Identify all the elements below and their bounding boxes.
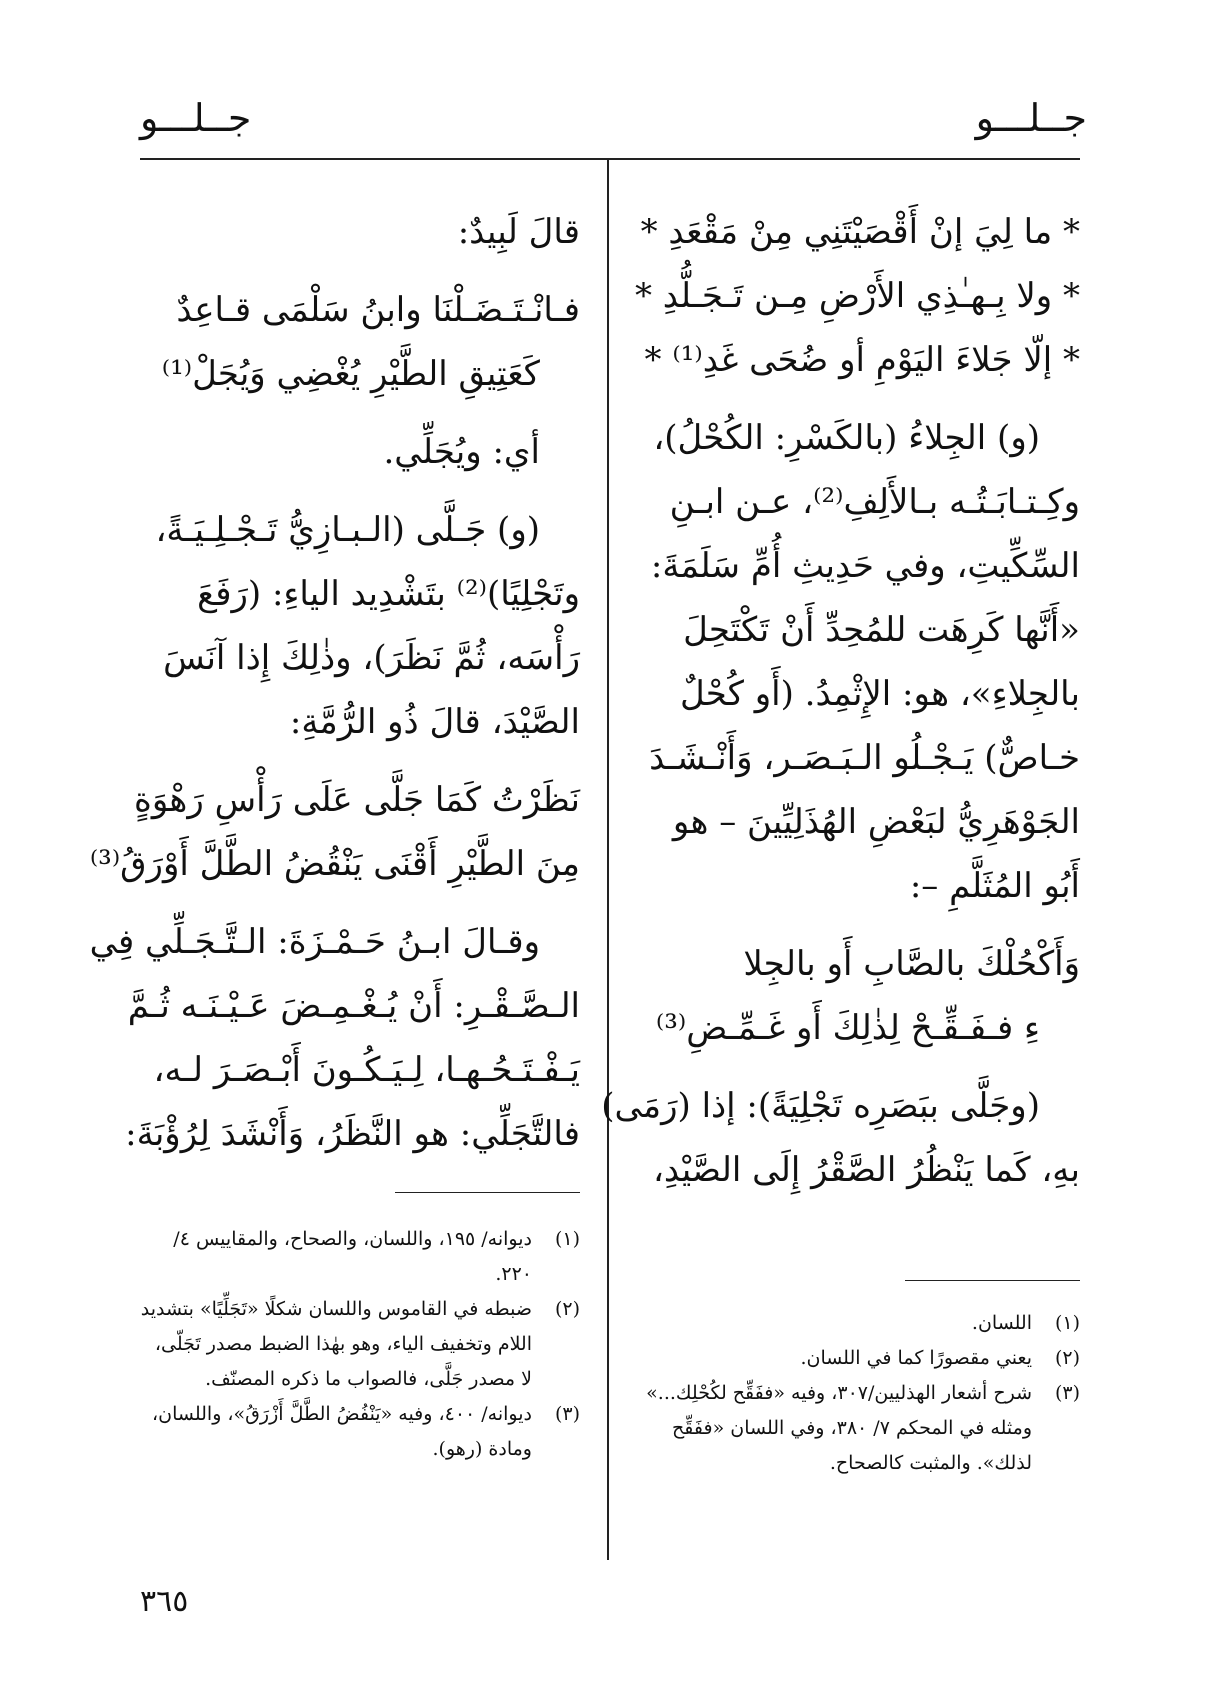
text-line: خـاصٌّ) يَـجْـلُو الـبَـصَـر، وَأَنْـشَـدَ	[649, 738, 1080, 778]
text-line: يَـفْـتَـحُـهـا، لِـيَـكُـونَ أَبْـصَـرَ لـه،	[153, 1050, 580, 1090]
verse-line: * ولا بِـهـٰذِي الأَرْضِ مِـن تَـجَـلُّدِ *	[634, 276, 1080, 316]
footnote-number: (٢)	[554, 1298, 580, 1320]
footnote-number: (٣)	[1054, 1382, 1080, 1404]
footnote-text: ديوانه/ ١٩٥، واللسان، والصحاح، والمقاييس ٤/ ٢٢٠.	[173, 1228, 532, 1285]
text-line: وقـالَ ابـنُ حَـمْـزَةَ: الـتَّـجَـلِّي فِي	[89, 922, 540, 962]
text-line: «أَنَّها كَرِهَت للمُحِدِّ أَنْ تَكْتَحِلَ	[683, 610, 1080, 650]
footnote	[140, 1397, 580, 1467]
right-footnotes	[635, 1306, 1080, 1481]
verse-line: مِنَ الطَّيْرِ أَقْنَى يَنْقُضُ الطَّلَّ أَوْرَقُ⁽³⁾	[89, 844, 580, 884]
footnote-number: (٢)	[1054, 1347, 1080, 1369]
verse-line: فـانْـتَـضَـلْنَا وابنُ سَلْمَى قـاعِدٌ	[176, 290, 580, 330]
footnote	[635, 1376, 1080, 1481]
header-rule	[140, 158, 1080, 160]
verse-line: ءِ فـفَـقِّـحْ لِذٰلِكَ أَو غَـمِّـضِ⁽³⁾	[655, 1008, 1040, 1048]
text-line: الـصَّـقْـرِ: أَنْ يُـغْـمِـضَ عَـيْـنَـه ثُـمَّ	[127, 986, 580, 1026]
text-line: أي: ويُجَلِّي.	[383, 432, 540, 472]
left-footnotes	[140, 1222, 580, 1467]
verse-line: * ما لِيَ إنْ أَقْصَيْتَنِي مِنْ مَقْعَدِ *	[640, 212, 1080, 252]
text-line: الجَوْهَرِيُّ لبَعْضِ الهُذَلِيِّينَ – هو	[672, 802, 1080, 842]
text-line: (وجَلَّى ببَصَرِه تَجْلِيَةً): إذا (رَمَى)	[601, 1086, 1040, 1126]
text-line: أَبُو المُثَلَّمِ –:	[909, 866, 1080, 906]
right-column	[601, 200, 1080, 1202]
text-line: بالجِلاءِ»، هو: الإِثْمِدُ. (أَو كُحْلٌ	[680, 674, 1080, 714]
text-line: السِّكِّيتِ، وفي حَدِيثِ أُمِّ سَلَمَةَ:	[650, 546, 1080, 586]
footnote-text: ديوانه/ ٤٠٠، وفيه «يَنْفُضُ الطَّلَّ أَزْرَقُ»، واللسان، ومادة (رهو).	[152, 1403, 532, 1460]
verse-line: وَأَكْحُلْكَ بالصَّابِ أَو بالجِلا	[743, 944, 1080, 984]
column-divider	[607, 160, 609, 1560]
footnote	[140, 1292, 580, 1397]
text-line: قالَ لَبِيدٌ:	[457, 212, 580, 252]
text-line: (و) جَـلَّى (الـبـازِيُّ تَـجْـلِـيَـةً،	[155, 510, 540, 550]
footnote	[140, 1222, 580, 1292]
verse-line: * إلّا جَلاءَ اليَوْمِ أو ضُحَى غَدِ⁽¹⁾ *	[644, 340, 1080, 380]
page-number: ٣٦٥	[140, 1584, 189, 1619]
text-line: فالتَّجَلِّي: هو النَّظَرُ، وَأَنْشَدَ لِرُؤْبَةَ:	[125, 1114, 580, 1154]
verse-line: نَظَرْتُ كَمَا جَلَّى عَلَى رَأْسِ رَهْوَةٍ	[134, 780, 580, 820]
text-line: رَأْسَه، ثُمَّ نَظَرَ)، وذٰلِكَ إِذا آنَسَ	[163, 638, 580, 678]
text-line: بهِ، كَما يَنْظُرُ الصَّقْرُ إِلَى الصَّيْدِ،	[652, 1150, 1080, 1190]
verse-line: كَعَتِيقِ الطَّيْرِ يُغْضِي وَيُجَلْ⁽¹⁾	[161, 354, 540, 394]
footnote-rule	[905, 1280, 1080, 1281]
footnote-number: (١)	[554, 1228, 580, 1250]
footnote-text: يعني مقصورًا كما في اللسان.	[800, 1347, 1032, 1369]
footnote-number: (١)	[1054, 1312, 1080, 1334]
footnote	[635, 1306, 1080, 1341]
footnote-number: (٣)	[554, 1403, 580, 1425]
left-column	[89, 200, 580, 1166]
footnote-text: شرح أشعار الهذليين/٣٠٧، وفيه «ففَقِّح لكُحْلِك...» ومثله في المحكم ٧/ ٣٨٠، وفي اللسان «ففَقِّح لذلك». والمثبت كالصحاح.	[646, 1382, 1032, 1474]
footnote	[635, 1341, 1080, 1376]
text-line: وتَجْلِيًا)⁽²⁾ بتَشْدِيد الياءِ: (رَفَعَ	[197, 574, 580, 614]
footnote-text: اللسان.	[971, 1312, 1032, 1334]
text-line: وكِـتـابَـتُـه بـالأَلِفِ⁽²⁾، عـن ابـنِ	[669, 482, 1080, 522]
running-header-right: جــلـــو	[975, 96, 1087, 140]
running-header-left: جــلـــو	[140, 96, 252, 140]
footnote-rule	[395, 1192, 580, 1193]
text-line: (و) الجِلاءُ (بالكَسْرِ: الكُحْلُ)،	[653, 418, 1040, 458]
text-line: الصَّيْدَ، قالَ ذُو الرُّمَّةِ:	[289, 702, 580, 742]
footnote-text: ضبطه في القاموس واللسان شكلًا «تَجَلِّيًا» بتشديد اللام وتخفيف الياء، وهو بهٰذا الضبط مصدر تَجَلّى، لا مصدر جَلَّى، فالصواب ما ذكره المصنّف.	[140, 1298, 532, 1390]
